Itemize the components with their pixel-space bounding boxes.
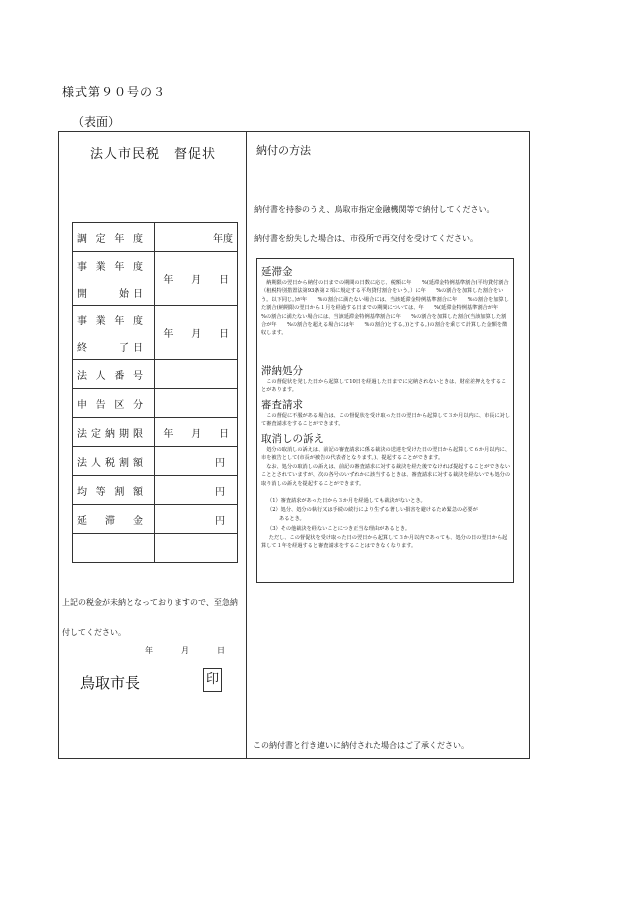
notice-title: 法人市民税 督促状: [90, 147, 217, 162]
end-date: 年 月 日: [155, 306, 238, 360]
issue-date: 年 月 日: [145, 646, 225, 655]
table-row: [73, 476, 238, 505]
table-row: [73, 534, 238, 563]
footer-note: この納付書と行き違いに納付された場合はご了承ください。: [253, 741, 469, 750]
total-value: [155, 534, 238, 563]
reissue-instruction: 納付書を紛失した場合は、市役所で再交付を受けてください。: [254, 234, 478, 243]
payment-instruction: 納付書を持参のうえ、鳥取市指定金融機関等で納付してください。: [254, 205, 495, 214]
field-label: 延 滞 金: [73, 505, 155, 534]
revocation-item-2: （2）処分、処分の執行又は手続の続行により生ずる著しい損害を避けるため緊急の必要が: [267, 507, 478, 513]
field-label: 事 業 年 度 開 始 日: [73, 252, 155, 306]
tax-fields-table: [72, 222, 238, 563]
revocation-p1: 処分の取消しの訴えは、前記の審査請求に係る裁決の送達を受けた日の翌日から起算して６か月以内に、市を被告として(市長が被告の代表者となります。)、提起することができます。: [261, 447, 511, 462]
equal-tax-value: 円: [155, 476, 238, 505]
corp-tax-value: 円: [155, 447, 238, 476]
field-label: 法 人 番 号: [73, 360, 155, 389]
column-divider: [246, 131, 247, 759]
delay-fee-value: 円: [155, 505, 238, 534]
field-label: 調 定 年 度: [73, 223, 155, 252]
field-label: 法 人 税 割 額: [73, 447, 155, 476]
review-heading: 審査請求: [261, 399, 303, 411]
payment-method-title: 納付の方法: [256, 144, 311, 157]
delay-body: 納期限の翌日から納付の日までの期間の日数に応じ、税額に年 %(延滞金特例基準割合(平均貸付割合（租税特別措置法第93条第２項に規定する平均貸付割合をいう。）に年 %の割合を加算した割合をいう。以下同じ。)が年 %の割合に満たない場合には、当該延滞金特例基準割合に年 %の割合を加算した割合(納期限の翌日から１月を経過する日までの期間については、年 %(延滞金特例基準割合が年 %の割合に満たない場合には、当該延滞金特例基準割合に年 %の割合を加算した割合(当該加算した割合が年 %の割合を超える場合には年 %の割合)とする。))とする。)の割合を乗じて計算した金額を徴収します。: [261, 280, 509, 337]
start-date: 年 月 日: [155, 252, 238, 306]
total-label: [73, 534, 155, 563]
mayor-name: 鳥取市長: [80, 674, 141, 692]
table-row: [73, 306, 238, 360]
field-label: 法 定 納 期 限: [73, 418, 155, 447]
field-label: 均 等 割 額: [73, 476, 155, 505]
year-value: 年度: [155, 223, 238, 252]
revocation-p2: なお、処分の取消しの訴えは、前記の審査請求に対する裁決を経た後でなければ提起することができないこととされていますが、次の各号のいずれかに該当するときは、審査請求に対する裁決を経ないでも処分の取り消しの訴えを提起することができます。: [261, 464, 511, 487]
table-row: [73, 389, 238, 418]
form-number: 様式第９０号の３: [62, 85, 167, 99]
revocation-p3: ただし、この督促状を受け取った日の翌日から起算して３か月以内であっても、処分の日の翌日から起算して１年を経過すると審査請求をすることはできなくなります。: [261, 535, 508, 550]
table-row: [73, 505, 238, 534]
table-row: [73, 252, 238, 306]
table-row: [73, 360, 238, 389]
filing-value: [155, 389, 238, 418]
field-label: 申 告 区 分: [73, 389, 155, 418]
delay-heading: 延滞金: [261, 266, 293, 278]
field-label: 事 業 年 度 終 了 日: [73, 306, 155, 360]
arrears-body: この督促状を発した日から起算して10日を経過した日までに完納されないときは、財産差押えをすることがあります。: [261, 379, 507, 394]
payment-request-message: 上記の税金が未納となっておりますので、至急納付してください。: [62, 598, 238, 637]
revocation-item-2-cont: あるとき。: [279, 516, 305, 522]
revocation-heading: 取消しの訴え: [261, 433, 324, 445]
arrears-heading: 滞納処分: [261, 365, 303, 377]
due-date: 年 月 日: [155, 418, 238, 447]
notes-box: [256, 258, 514, 583]
table-row: [73, 223, 238, 252]
revocation-item-3: （3）その他裁決を経ないことにつき正当な理由があるとき。: [267, 526, 411, 532]
corp-number-value: [155, 360, 238, 389]
review-body: この督促に不服がある場合は、この督促状を受け取った日の翌日から起算して３か月以内に、市長に対して審査請求をすることができます。: [261, 413, 511, 428]
side-label: （表面）: [72, 115, 121, 129]
table-row: [73, 447, 238, 476]
table-row: [73, 418, 238, 447]
seal-stamp: 印: [203, 668, 222, 692]
revocation-item-1: （1）審査請求があった日から３か月を経過しても裁決がないとき。: [267, 498, 426, 504]
